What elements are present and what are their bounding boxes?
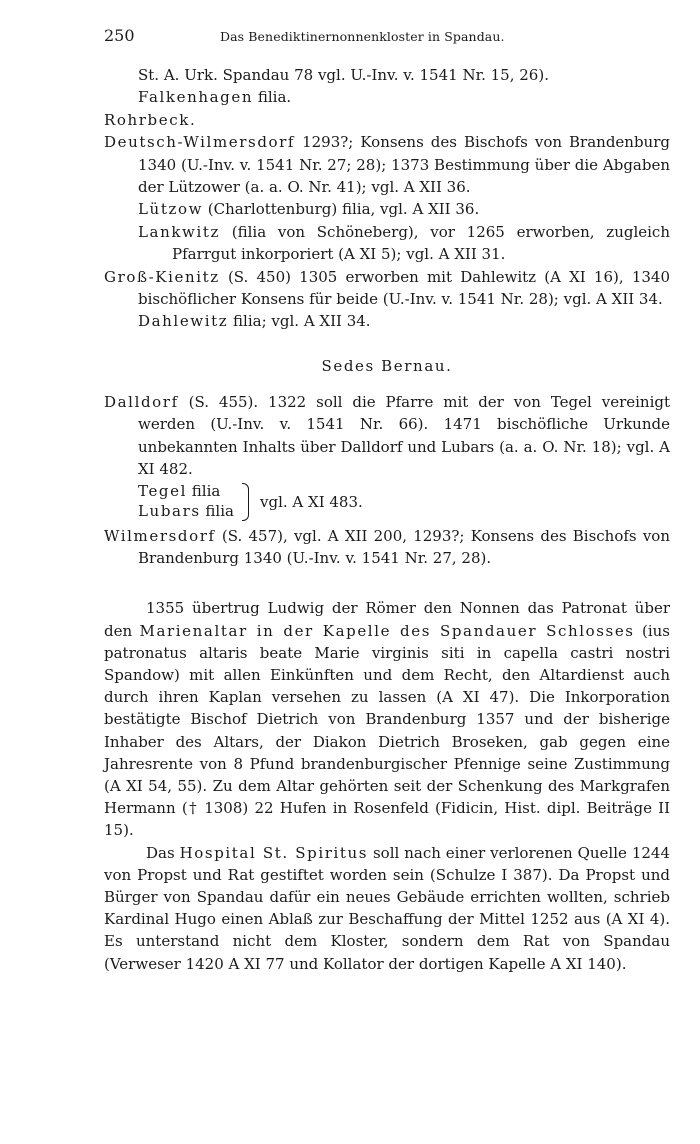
entry-text: . bbox=[189, 110, 195, 129]
brace-reference: vgl. A XI 483. bbox=[260, 492, 363, 511]
spaced-term: Hospital St. Spiritus bbox=[179, 843, 369, 862]
entry-continuation: St. A. Urk. Spandau 78 vgl. U.-Inv. v. 1541 Nr. 15, 26). bbox=[138, 66, 549, 84]
entry-text: (S. 457), vgl. A XII 200, 1293?; Konsens des Bischofs von Brandenburg 1340 (U.-Inv. v. 1541 Nr. 27, 28). bbox=[138, 526, 670, 567]
section-heading: Sedes Bernau. bbox=[321, 356, 453, 375]
entry-lankwitz bbox=[104, 221, 670, 266]
entry-text: (filia von Schöneberg), vor 1265 erworben, zugleich Pfarrgut inkorporiert (A XI 5); vgl. A XII 31. bbox=[172, 222, 670, 264]
entry-dahlewitz bbox=[104, 310, 670, 332]
entry-text: 1293?; Konsens des Bischofs von Brandenburg 1340 (U.-Inv. v. 1541 Nr. 27; 28); 1373 Bestimmung über die Abgaben der Lützower (a. a. O. Nr. 41); vgl. A XII 36. bbox=[138, 133, 670, 197]
curly-brace-icon bbox=[242, 483, 249, 521]
entry-dalldorf bbox=[104, 391, 670, 481]
entry-text: (S. 455). 1322 soll die Pfarre mit der von Tegel vereinigt werden (U.-Inv. v. 1541 Nr. 66). 1471 bischöfliche Urkunde unbekannten Inhalts über Dalldorf und Lubars (a. a. O. Nr. 18); vgl. A XI 482. bbox=[138, 392, 670, 479]
page-number: 250 bbox=[104, 26, 135, 45]
brace-group bbox=[104, 481, 670, 525]
place-name: Dahlewitz bbox=[138, 312, 229, 331]
entry-text: filia bbox=[187, 481, 221, 500]
entry-text: filia. bbox=[253, 88, 292, 107]
paragraph-text: 1355 übertrug Ludwig der Römer den Nonnen das Patronat über den bbox=[104, 599, 670, 640]
prose-body bbox=[104, 597, 670, 974]
entry-luetzow bbox=[104, 198, 670, 220]
place-name: Lankwitz bbox=[138, 222, 221, 241]
running-title: Das Benediktinernonnenkloster in Spandau. bbox=[220, 29, 505, 44]
brace-line-lubars bbox=[138, 501, 234, 521]
paragraph-hospital bbox=[104, 842, 670, 975]
book-page bbox=[104, 26, 670, 975]
spaced-term: Marienaltar in der Kapelle des Spandauer Schlosses bbox=[139, 621, 635, 640]
entry-falkenhagen bbox=[104, 86, 670, 108]
place-name: Dalldorf bbox=[104, 392, 179, 411]
entry-text: (Charlottenburg) filia, vgl. A XII 36. bbox=[203, 200, 480, 219]
brace-line-tegel bbox=[138, 481, 234, 501]
brace-names bbox=[138, 481, 234, 521]
place-name: Wilmersdorf bbox=[104, 526, 216, 545]
entry-text: (S. 450) 1305 erworben mit Dahlewitz (A XI 16), 1340 bischöflicher Konsens für beide (U.-Inv. v. 1541 Nr. 28); vgl. A XII 34. bbox=[138, 267, 670, 309]
paragraph-text: soll nach einer verlorenen Quelle 1244 von Propst und Rat gestiftet worden sein (Schulze I 387). Da Propst und Bürger von Spandau dafür ein neues Gebäude errichten wollten, schrieb Kardinal Hugo einen Ablaß zur Beschaffung der Mittel 1252 aus (A XI 4). Es unterstand nicht dem Kloster, sondern dem Rat von Spandau (Verweser 1420 A XI 77 und Kollator der dortigen Kapelle A XI 140). bbox=[104, 843, 670, 973]
place-name: Falkenhagen bbox=[138, 88, 254, 107]
entry-wilmersdorf bbox=[104, 525, 670, 570]
entry-deutsch-wilmersdorf bbox=[104, 131, 670, 198]
entry-text: filia; vgl. A XII 34. bbox=[228, 312, 371, 331]
entry-rohrbeck bbox=[104, 109, 670, 131]
place-name: Rohrbeck bbox=[104, 110, 190, 129]
paragraph-text: Das bbox=[146, 843, 180, 862]
place-name: Deutsch-Wilmersdorf bbox=[104, 133, 296, 152]
place-name: Lützow bbox=[138, 200, 204, 219]
page-header bbox=[104, 26, 670, 48]
entry-gross-kienitz bbox=[104, 266, 670, 311]
place-name: Groß-Kienitz bbox=[104, 267, 220, 286]
paragraph-marienaltar bbox=[104, 597, 670, 841]
entry-text: filia bbox=[200, 501, 234, 520]
paragraph-text: (ius patronatus altaris beate Marie virginis siti in capella castri nostri Spandow) mit allen Einkünften und dem Recht, den Altardienst auch durch ihren Kaplan versehen zu lassen (A XI 47). Die Inkorporation bestätigte Bischof Dietrich von Brandenburg 1357 und der bisherige Inhaber des Altars, der Diakon Dietrich Broseken, gab gegen eine Jahresrente von 8 Pfund brandenburgischer Pfennige seine Zustimmung (A XI 54, 55). Zu dem Altar gehörten seit der Schenkung des Markgrafen Hermann († 1308) 22 Hufen in Rosenfeld (Fidicin, Hist. dipl. Beiträge II 15). bbox=[104, 621, 670, 840]
place-name: Lubars bbox=[138, 501, 201, 520]
place-name: Tegel bbox=[138, 481, 187, 500]
